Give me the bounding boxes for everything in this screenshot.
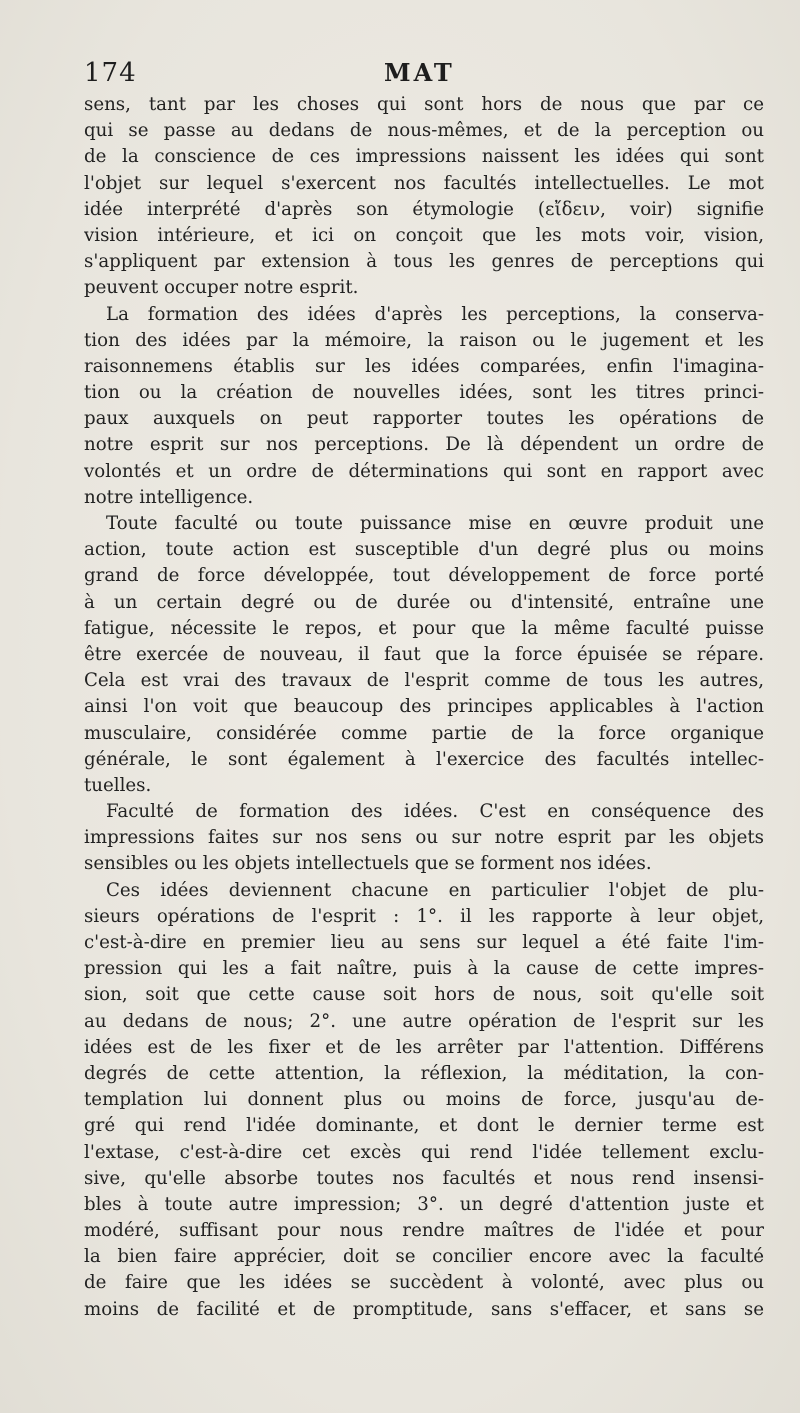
text-line: La formation des idées d'après les perceptions, la conserva- [106, 303, 764, 325]
text-line: générale, le sont également à l'exercice des facultés intellec- [84, 748, 764, 770]
text-line: bles à toute autre impression; 3°. un degré d'attention juste et [84, 1193, 764, 1215]
text-line: être exercée de nouveau, il faut que la force épuisée se répare. [84, 643, 764, 665]
text-line: sion, soit que cette cause soit hors de nous, soit qu'elle soit [84, 984, 764, 1006]
text-line: sive, qu'elle absorbe toutes nos facultés et nous rend insensi- [84, 1167, 764, 1189]
text-line: sens, tant par les choses qui sont hors de nous que par ce [84, 94, 764, 115]
text-line: Faculté de formation des idées. C'est en conséquence des [106, 801, 764, 823]
running-head: MAT [384, 58, 455, 87]
text-line: notre intelligence. [84, 486, 254, 508]
text-line: ainsi l'on voit que beaucoup des principes applicables à l'action [84, 696, 764, 718]
text-line: Ces idées deviennent chacune en particulier l'objet de plu- [106, 879, 764, 901]
text-line: degrés de cette attention, la réflexion, la méditation, la con- [84, 1062, 764, 1084]
text-line: l'objet sur lequel s'exercent nos facultés intellectuelles. Le mot [84, 172, 764, 194]
page-number: 174 [84, 58, 137, 88]
text-line: notre esprit sur nos perceptions. De là dépendent un ordre de [84, 434, 764, 456]
text-line: de faire que les idées se succèdent à volonté, avec plus ou [84, 1272, 764, 1294]
text-line: modéré, suffisant pour nous rendre maîtres de l'idée et pour [84, 1220, 764, 1242]
body-text [84, 92, 764, 1323]
text-line: Toute faculté ou toute puissance mise en œuvre produit une [106, 513, 764, 534]
text-line: l'extase, c'est-à-dire cet excès qui rend l'idée tellement exclu- [84, 1141, 764, 1163]
text-line: tion ou la création de nouvelles idées, sont les titres princi- [84, 382, 764, 404]
text-line: moins de facilité et de promptitude, sans s'effacer, et sans se [84, 1298, 764, 1320]
text-line: pression qui les a fait naître, puis à la cause de cette impres- [84, 958, 764, 980]
text-line: templation lui donnent plus ou moins de force, jusqu'au de- [84, 1089, 764, 1111]
text-line: grand de force développée, tout développement de force porté [84, 565, 764, 587]
text-line: Cela est vrai des travaux de l'esprit comme de tous les autres, [84, 670, 764, 692]
text-line: sensibles ou les objets intellectuels que se forment nos idées. [84, 853, 652, 875]
text-line: c'est-à-dire en premier lieu au sens sur lequel a été faite l'im- [84, 932, 764, 953]
text-line: de la conscience de ces impressions naissent les idées qui sont [84, 146, 764, 168]
text-line: idée interprété d'après son étymologie (εἴδειν, voir) signifie [84, 198, 764, 220]
text-line: action, toute action est susceptible d'un degré plus ou moins [84, 539, 764, 561]
text-line: raisonnemens établis sur les idées comparées, enfin l'imagina- [84, 355, 764, 377]
text-line: la bien faire apprécier, doit se concilier encore avec la faculté [84, 1246, 764, 1268]
text-line: paux auxquels on peut rapporter toutes les opérations de [84, 408, 764, 430]
text-line: peuvent occuper notre esprit. [84, 277, 359, 299]
text-line: idées est de les fixer et de les arrêter par l'attention. Différens [84, 1036, 764, 1058]
text-line: au dedans de nous; 2°. une autre opération de l'esprit sur les [84, 1010, 764, 1032]
text-line: sieurs opérations de l'esprit : 1°. il les rapporte à leur objet, [84, 905, 764, 927]
text-line: qui se passe au dedans de nous-mêmes, et de la perception ou [84, 120, 764, 142]
text-line: à un certain degré ou de durée ou d'intensité, entraîne une [84, 591, 764, 613]
text-line: volontés et un ordre de déterminations qui sont en rapport avec [84, 460, 764, 482]
text-line: fatigue, nécessite le repos, et pour que la même faculté puisse [84, 617, 764, 639]
text-line: vision intérieure, et ici on conçoit que les mots voir, vision, [84, 224, 764, 246]
text-line: tuelles. [84, 774, 152, 796]
text-line: musculaire, considérée comme partie de la force organique [84, 722, 764, 744]
text-line: s'appliquent par extension à tous les genres de perceptions qui [84, 251, 764, 273]
text-line: gré qui rend l'idée dominante, et dont le dernier terme est [84, 1115, 764, 1137]
text-line: impressions faites sur nos sens ou sur notre esprit par les objets [84, 827, 764, 849]
text-line: tion des idées par la mémoire, la raison ou le jugement et les [84, 329, 764, 351]
page-header [84, 54, 764, 94]
